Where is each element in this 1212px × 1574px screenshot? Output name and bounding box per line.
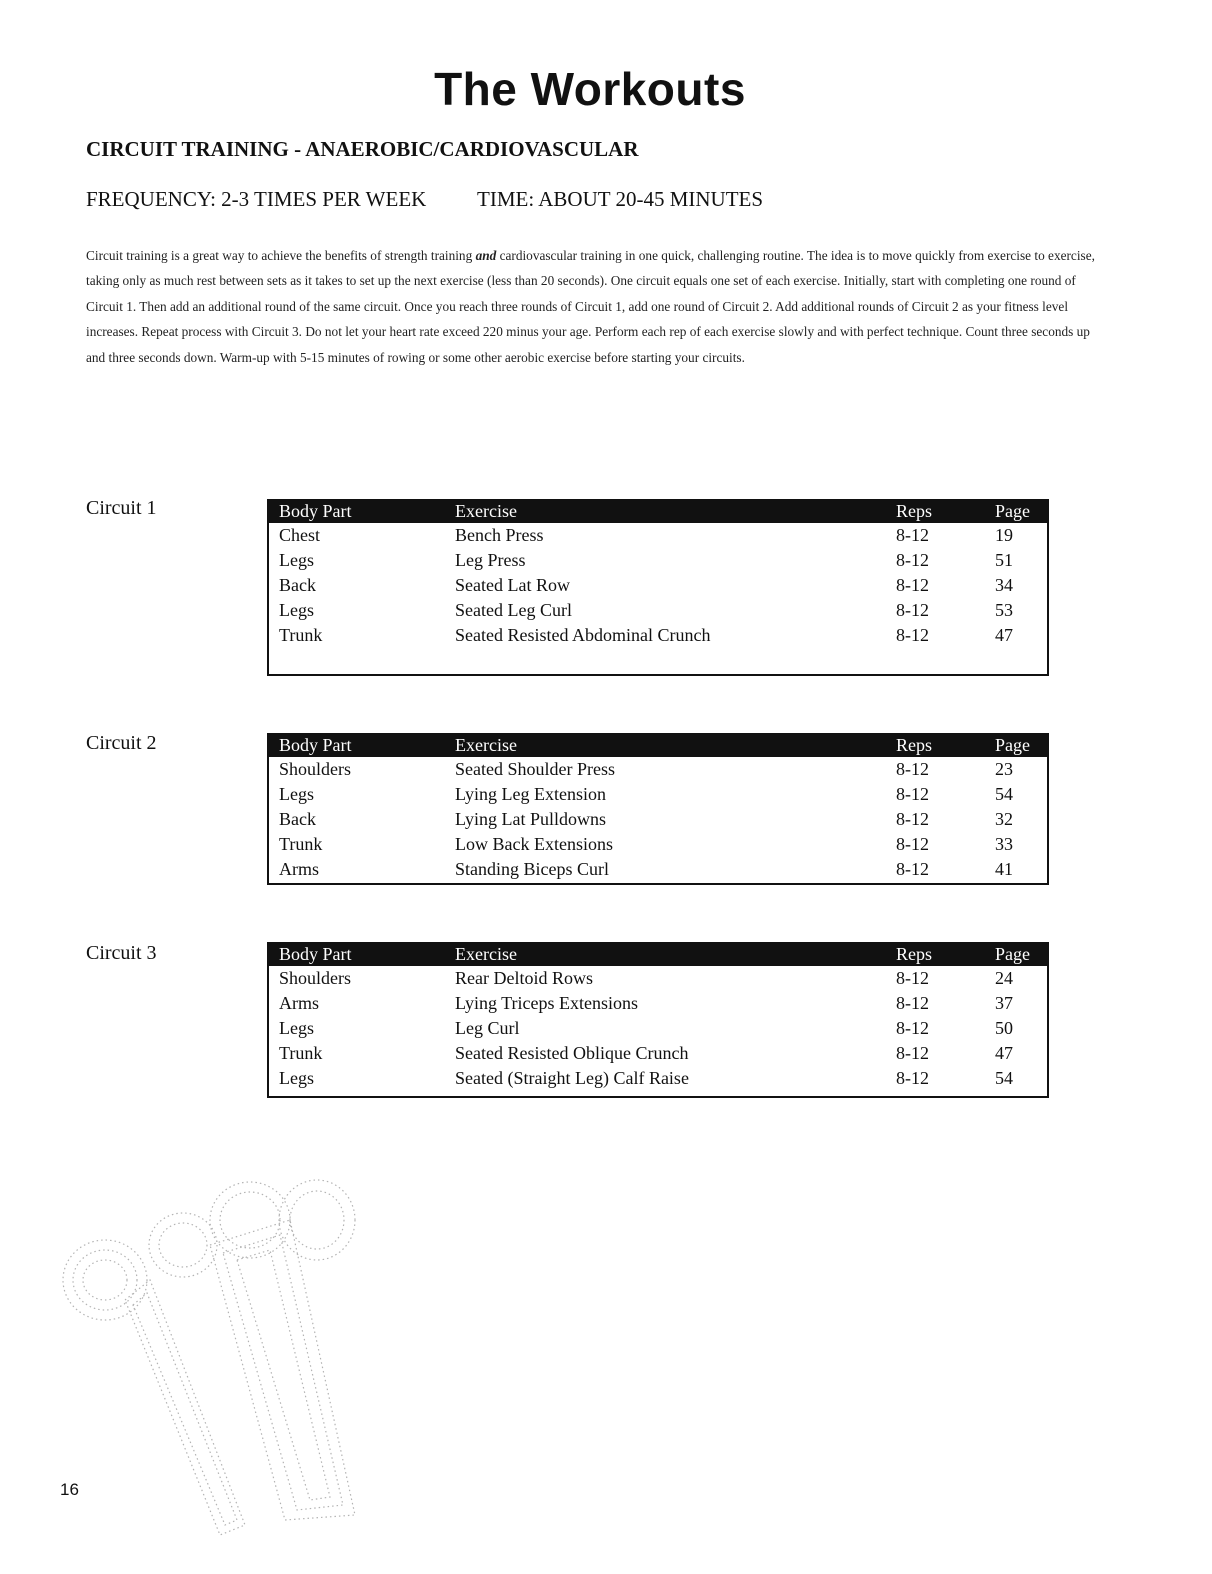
cell-page: 37 bbox=[995, 993, 1013, 1013]
cell-exercise: Seated Lat Row bbox=[455, 575, 570, 595]
table-row bbox=[269, 598, 1047, 623]
cell-body-part: Shoulders bbox=[279, 759, 351, 779]
cell-reps: 8-12 bbox=[896, 525, 929, 545]
table-row bbox=[269, 548, 1047, 573]
page-title: The Workouts bbox=[434, 63, 746, 115]
cell-body-part: Legs bbox=[279, 1068, 314, 1088]
cell-exercise: Seated (Straight Leg) Calf Raise bbox=[455, 1068, 689, 1088]
cell-body-part: Arms bbox=[279, 859, 319, 879]
cell-reps: 8-12 bbox=[896, 1068, 929, 1088]
header-reps: Reps bbox=[896, 944, 932, 964]
table-row bbox=[269, 1041, 1047, 1066]
table-row bbox=[269, 523, 1047, 548]
cell-page: 54 bbox=[995, 1068, 1013, 1088]
cell-reps: 8-12 bbox=[896, 550, 929, 570]
cell-body-part: Chest bbox=[279, 525, 321, 545]
frequency-text: FREQUENCY: 2-3 TIMES PER WEEK bbox=[86, 187, 427, 211]
cell-exercise: Seated Resisted Abdominal Crunch bbox=[455, 625, 711, 645]
cell-reps: 8-12 bbox=[896, 1043, 929, 1063]
header-exercise: Exercise bbox=[455, 944, 517, 964]
circuit-2-table bbox=[267, 733, 1049, 885]
cell-reps: 8-12 bbox=[896, 968, 929, 988]
cell-body-part: Trunk bbox=[279, 625, 323, 645]
dumbbell-watermark-icon bbox=[55, 1165, 375, 1545]
table-row bbox=[269, 757, 1047, 782]
cell-page: 33 bbox=[995, 834, 1013, 854]
circuit-1-table bbox=[267, 499, 1049, 676]
cell-exercise: Leg Curl bbox=[455, 1018, 520, 1038]
cell-page: 51 bbox=[995, 550, 1013, 570]
header-reps: Reps bbox=[896, 735, 932, 755]
table-row bbox=[269, 782, 1047, 807]
cell-exercise: Seated Leg Curl bbox=[455, 600, 572, 620]
cell-body-part: Shoulders bbox=[279, 968, 351, 988]
table-row bbox=[269, 573, 1047, 598]
header-reps: Reps bbox=[896, 501, 932, 521]
cell-exercise: Lying Triceps Extensions bbox=[455, 993, 639, 1013]
circuit-3-label: Circuit 3 bbox=[86, 942, 157, 964]
header-body-part: Body Part bbox=[279, 944, 352, 964]
cell-reps: 8-12 bbox=[896, 993, 929, 1013]
cell-exercise: Lying Lat Pulldowns bbox=[455, 809, 607, 829]
table-row bbox=[269, 807, 1047, 832]
cell-exercise: Standing Biceps Curl bbox=[455, 859, 609, 879]
intro-text-part2: cardiovascular training in one quick, challenging routine. The idea is to move quickly from exercise to exercise, taking only as much rest between sets as it takes to set up the next exercise (less than 20 seconds). One circuit equals one set of each exercise. Initially, start with completing one round of Circuit 1. Then add an additional round of the same circuit. Once you reach three rounds of Circuit 1, add one round of Circuit 2. Add additional rounds of Circuit 2 as your fitness level increases. Repeat process with Circuit 3. Do not let your heart rate exceed 220 minus your age. Perform each rep of each exercise slowly and with perfect technique. Count three seconds up and three seconds down. Warm-up with 5-15 minutes of rowing or some other aerobic exercise before starting your circuits. bbox=[86, 248, 1095, 365]
header-page: Page bbox=[995, 944, 1030, 964]
circuit-1-label: Circuit 1 bbox=[86, 497, 157, 519]
cell-page: 34 bbox=[995, 575, 1013, 595]
cell-exercise: Seated Resisted Oblique Crunch bbox=[455, 1043, 689, 1063]
header-body-part: Body Part bbox=[279, 735, 352, 755]
cell-exercise: Seated Shoulder Press bbox=[455, 759, 615, 779]
cell-reps: 8-12 bbox=[896, 625, 929, 645]
table-row bbox=[269, 832, 1047, 857]
header-page: Page bbox=[995, 735, 1030, 755]
cell-page: 50 bbox=[995, 1018, 1013, 1038]
cell-page: 23 bbox=[995, 759, 1013, 779]
header-body-part: Body Part bbox=[279, 501, 352, 521]
cell-page: 32 bbox=[995, 809, 1013, 829]
circuit-3-table bbox=[267, 942, 1049, 1098]
cell-body-part: Legs bbox=[279, 550, 314, 570]
section-subtitle: CIRCUIT TRAINING - ANAEROBIC/CARDIOVASCULAR bbox=[86, 137, 639, 161]
header-exercise: Exercise bbox=[455, 501, 517, 521]
cell-reps: 8-12 bbox=[896, 575, 929, 595]
cell-exercise: Bench Press bbox=[455, 525, 544, 545]
intro-emphasis: and bbox=[475, 248, 497, 263]
cell-reps: 8-12 bbox=[896, 759, 929, 779]
table-header bbox=[269, 499, 1047, 523]
cell-body-part: Trunk bbox=[279, 1043, 323, 1063]
cell-page: 53 bbox=[995, 600, 1013, 620]
cell-body-part: Back bbox=[279, 809, 316, 829]
cell-body-part: Legs bbox=[279, 1018, 314, 1038]
cell-reps: 8-12 bbox=[896, 1018, 929, 1038]
cell-exercise: Leg Press bbox=[455, 550, 526, 570]
cell-exercise: Low Back Extensions bbox=[455, 834, 613, 854]
table-row bbox=[269, 1016, 1047, 1041]
cell-reps: 8-12 bbox=[896, 784, 929, 804]
cell-exercise: Rear Deltoid Rows bbox=[455, 968, 593, 988]
cell-reps: 8-12 bbox=[896, 809, 929, 829]
table-row bbox=[269, 966, 1047, 991]
table-row bbox=[269, 1066, 1047, 1091]
cell-page: 47 bbox=[995, 1043, 1013, 1063]
cell-page: 24 bbox=[995, 968, 1013, 988]
table-header bbox=[269, 942, 1047, 966]
header-page: Page bbox=[995, 501, 1030, 521]
cell-reps: 8-12 bbox=[896, 600, 929, 620]
cell-body-part: Legs bbox=[279, 784, 314, 804]
intro-text-part1: Circuit training is a great way to achieve the benefits of strength training bbox=[86, 248, 476, 263]
table-row bbox=[269, 857, 1047, 882]
cell-reps: 8-12 bbox=[896, 834, 929, 854]
cell-reps: 8-12 bbox=[896, 859, 929, 879]
cell-body-part: Trunk bbox=[279, 834, 323, 854]
cell-page: 47 bbox=[995, 625, 1013, 645]
cell-body-part: Back bbox=[279, 575, 316, 595]
cell-page: 19 bbox=[995, 525, 1013, 545]
page-number: 16 bbox=[60, 1480, 79, 1499]
cell-page: 54 bbox=[995, 784, 1013, 804]
cell-body-part: Legs bbox=[279, 600, 314, 620]
cell-exercise: Lying Leg Extension bbox=[455, 784, 606, 804]
time-text: TIME: ABOUT 20-45 MINUTES bbox=[477, 187, 764, 211]
circuit-2-label: Circuit 2 bbox=[86, 732, 157, 754]
table-row bbox=[269, 623, 1047, 648]
table-row bbox=[269, 991, 1047, 1016]
cell-page: 41 bbox=[995, 859, 1013, 879]
intro-paragraph bbox=[86, 243, 1101, 370]
table-header bbox=[269, 733, 1047, 757]
cell-body-part: Arms bbox=[279, 993, 319, 1013]
header-exercise: Exercise bbox=[455, 735, 517, 755]
